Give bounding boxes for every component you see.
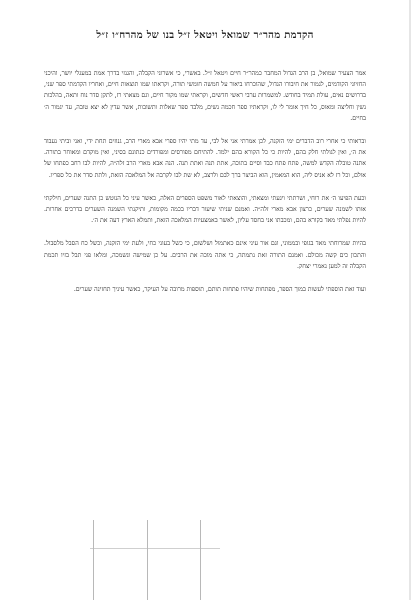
paragraph-1: אמר הצעיר שמואל, בן הרב הגדול המחבר כמהר״ר חיים ויטאל ז״ל. באשרי, כי אשרוני הקבלה, והגנזי בדרך אמת במעגלי יושר, והיכני החזיוני הקודמים, לגמור את חיבורו הגדול, שהוכרחו ביאור על חמשה חומשי תורה, וקראתו שמו תוצאות חיים, ואחריו הקדמתי ספר שני, בדרושים נאים, עולת תמיד בחודש. למשמרות ערבי ראשי חדשים, וקראתי שמו מקור חיים, וגם מצאתי רז, לתקן סדר נוח ותאה, בהלכות נשין וחליצה ומאוס, כל חיך אומר לי לו, וקראתיו ספר חכמה נשים, מלבד ספר שאלות ותשובות, אשר עדין לא יצא טובה, עד יגמור ה׳ בחיים. — [44, 70, 366, 122]
page-title: הקדמת מהר״ר שמואל ויטאל ז״ל בנו של מהרח״ו ז״ל — [96, 30, 314, 41]
scan-artifact-line — [147, 520, 148, 600]
body-text — [44, 68, 366, 307]
scan-artifact-line — [93, 520, 94, 600]
scan-artifact-line — [200, 520, 201, 600]
paragraph-3: וכעת הפיעו ה׳ את רוחי, ושרתתי ויגעתי ומצאתי, והוצאתי לאור משפט הספרים האלה, כאשר עיני כל הנוטש כן התנה שערים, חילקתי אותו לשמנה שערים, כרצון אבא מארי זלה״ה. ואמנם שניתי שיעור דבריו בכמה מקומות, ותיקנתי השמנה השערים בדרכים אחרות. להיות נפלתי מאד בקורא בהם, ומכבתו אני בחסד עליון, לאשר באמצעיות המלאכה הזאת, ותמלא הארץ דעה את ה׳. — [44, 194, 366, 225]
paragraph-4: בהיות שמרוחתי מאד בגופי ובממוני, וגם אור עיני אינם כאתמול ושלשום, כי כשל בעוני כחי, ולעת ימי הזקנה, וכשל כח הסבל מלסבול. והתכון כים קשה מכולם. ואמנם התורה זאת נתמתה, כי אתה מוכה את הרבים. על כן שמישה ונשמכה, ומלאו פני תבל בזיו תכמת הקבלה זה למען נאמרי יצחק. — [44, 240, 366, 270]
paragraph-2: ובראותי כי אחרי רוב הדברים ימי הזקנה, לכן אמרתי אני אל לבי, עד מתי יהיו ספרי אבא מארי הרב, גנוזים תחת ידי, ואני וביתי נעבוד את ה׳, ואין לגולתי חלק בהם, להיות כי כל הקורא בהם ילמד. להתיחם מפורסים ומפורדים כנתונם בסיני, ואין מוקדם ומאוחר בתורה. אתנה טובלה הקדש למשה, פתח פתח כבד וסיים בתוכה, אתת תנה ואתת תנה. הנה אבא מארי הרב זלה״ה, להיות לבו רחב כפתחו של אולם, וכל רז לא אניס ליה, הוא המאמין, הוא הביצר ברך לבם ולרצב, לא שת לבו לקרבה אל המלאכה הזאת, ולתת סדר את כל ספריו. — [44, 138, 366, 179]
paragraph-5: ועוד זאת הוספתי לעשות במוך הספר, מפתחות שיהיו פתחות תותם, תוספות מרובה על העיקר, כאשר עיניך תחזינה שערים. — [73, 286, 366, 294]
